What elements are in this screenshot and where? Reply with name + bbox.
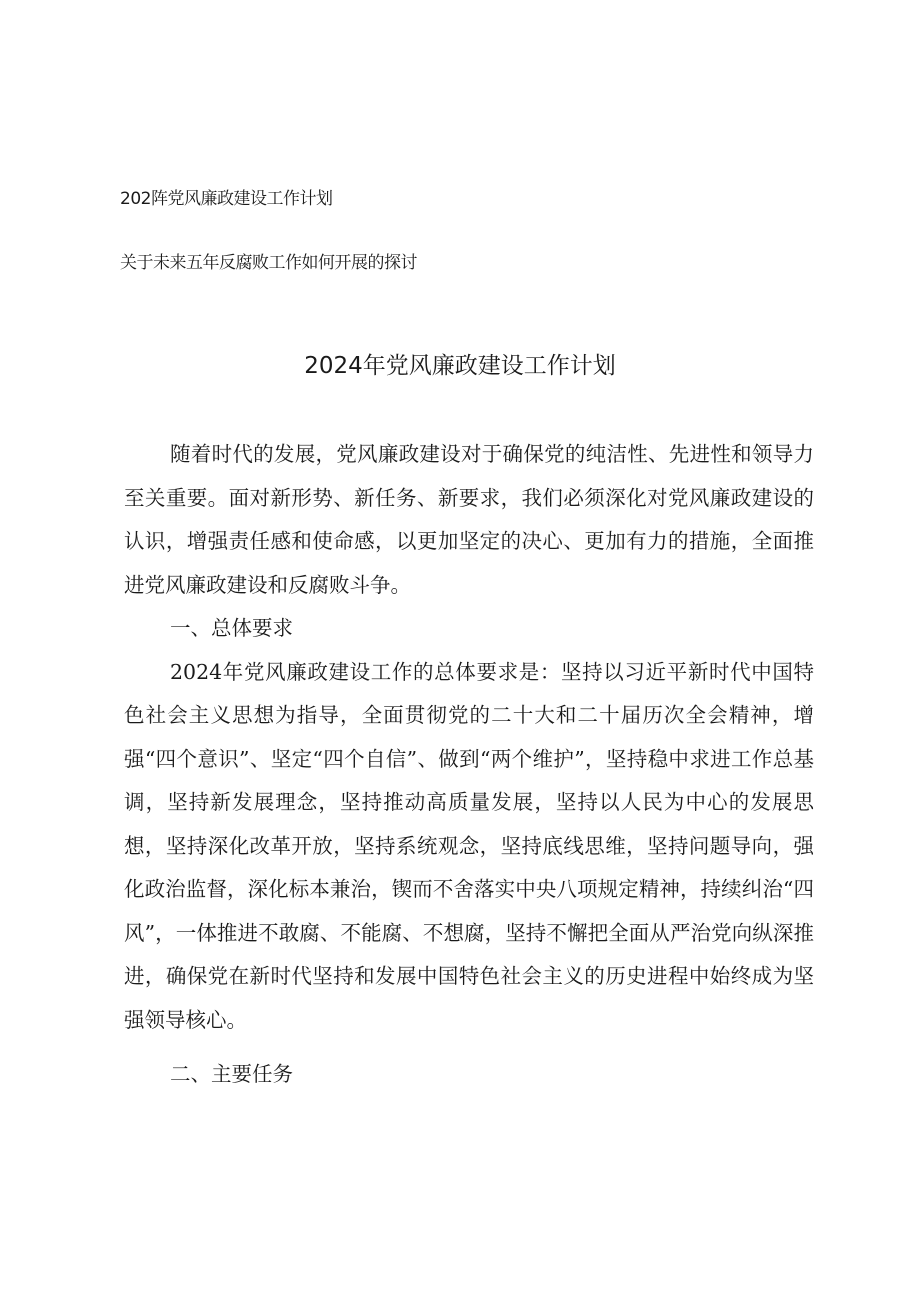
intro-paragraph: 随着时代的发展，党风廉政建设对于确保党的纯洁性、先进性和领导力至关重要。面对新形势、新任务、新要求，我们必须深化对党风廉政建设的认识，增强责任感和使命感，以更加坚定的决心、更加有力的措施，全面推进党风廉政建设和反腐败斗争。 — [124, 442, 814, 597]
related-documents-list — [120, 182, 820, 310]
toc-item-anti-corruption[interactable]: 关于未来五年反腐败工作如何开展的探讨 — [120, 253, 417, 273]
section-heading-general-requirements: 一、总体要求 — [170, 616, 293, 640]
document-body — [124, 433, 814, 1097]
toc-item-work-plan[interactable]: 202阵党风廉政建设工作计划 — [120, 189, 333, 209]
section-heading-main-tasks: 二、主要任务 — [170, 1062, 293, 1086]
general-requirements-paragraph: 2024年党风廉政建设工作的总体要求是：坚持以习近平新时代中国特色社会主义思想为指导，全面贯彻党的二十大和二十届历次全会精神，增强“四个意识”、坚定“四个自信”、做到“两个维护”，坚持稳中求进工作总基调，坚持新发展理念，坚持推动高质量发展，坚持以人民为中心的发展思想，坚持深化改革开放，坚持系统观念，坚持底线思维，坚持问题导向，强化政治监督，深化标本兼治，锲而不舍落实中央八项规定精神，持续纠治“四风”，一体推进不敢腐、不能腐、不想腐，坚持不懈把全面从严治党向纵深推进，确保党在新时代坚持和发展中国特色社会主义的历史进程中始终成为坚强领导核心。 — [124, 659, 814, 1032]
document-title: 2024年党风廉政建设工作计划 — [304, 353, 616, 379]
